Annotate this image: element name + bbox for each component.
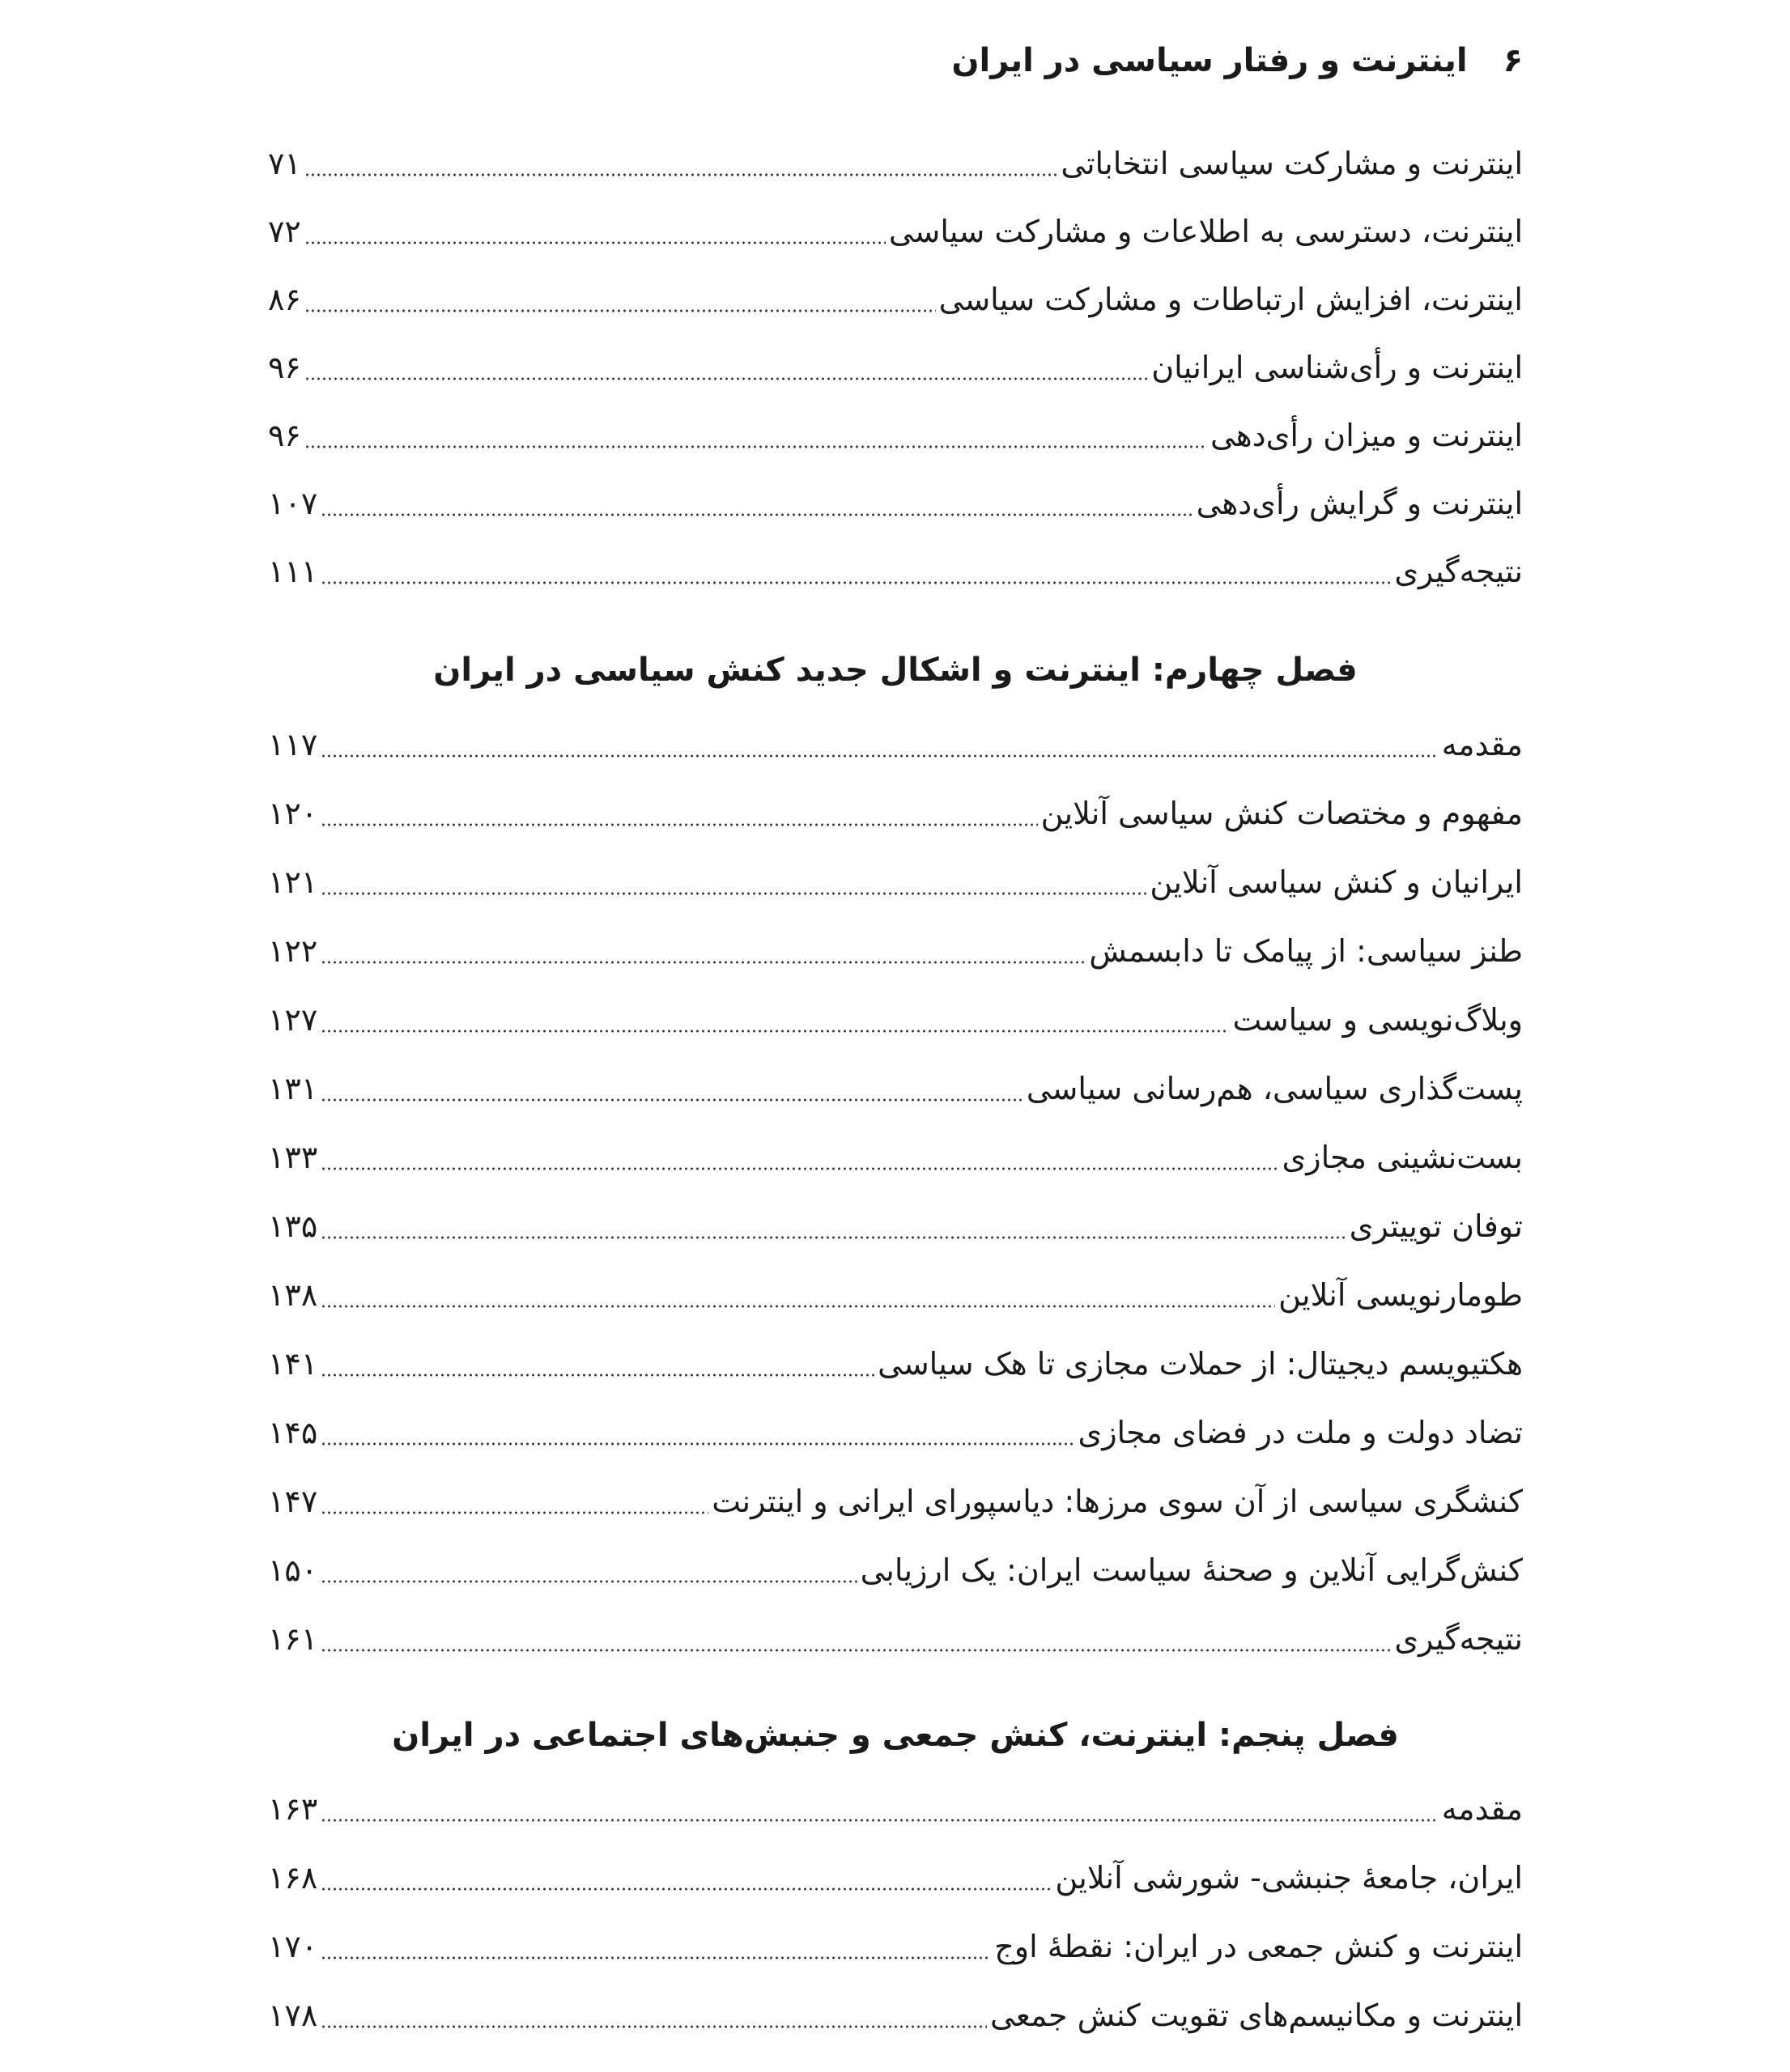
toc-entry (268, 1340, 1523, 1388)
toc-entry (268, 1477, 1523, 1526)
toc-entry-title: اینترنت و مکانیسم‌های تقویت کنش جمعی (990, 1998, 1523, 2033)
toc-entry-title: بست‌نشینی مجازی (1282, 1140, 1523, 1175)
toc-entry-title: کنش‌گرایی آنلاین و صحنهٔ سیاست ایران: یک ارزیابی (860, 1552, 1523, 1588)
toc-entry-title: نتیجه‌گیری (1394, 1621, 1523, 1657)
toc-entry-title: اینترنت و کنش جمعی در ایران: نقطهٔ اوج (994, 1929, 1523, 1964)
dot-leader (321, 1236, 1346, 1239)
toc-entry-page: ۸۶ (268, 282, 301, 317)
toc-entry (268, 547, 1523, 596)
dot-leader (321, 1167, 1278, 1170)
toc-entry-page: ۱۶۸ (268, 1860, 318, 1896)
toc-entry (268, 1202, 1523, 1250)
toc-entry-title: نتیجه‌گیری (1394, 554, 1523, 589)
toc-entry (268, 1991, 1523, 2040)
toc-entry (268, 1133, 1523, 1182)
toc-entry-page: ۱۴۱ (268, 1346, 318, 1382)
toc-entry-page: ۱۳۸ (268, 1277, 318, 1313)
chapter-heading: فصل چهارم: اینترنت و اشکال جدید کنش سیاسی در ایران (433, 652, 1358, 689)
toc-entry-title: طومارنویسی آنلاین (1278, 1277, 1523, 1313)
toc-entry (268, 927, 1523, 975)
dot-leader (321, 1819, 1439, 1822)
toc-entry-page: ۱۵۰ (268, 1552, 318, 1588)
dot-leader (321, 1956, 991, 1959)
toc-entry-title: اینترنت، افزایش ارتباطات و مشارکت سیاسی (938, 282, 1523, 317)
toc-entry-title: طنز سیاسی: از پیامک تا دابسمش (1089, 933, 1523, 969)
toc-entry (268, 207, 1523, 256)
toc-entry (268, 343, 1523, 392)
toc-entry (268, 858, 1523, 906)
dot-leader (304, 445, 1207, 448)
toc-entry-page: ۱۷۰ (268, 1929, 318, 1964)
toc-entry-page: ۱۲۲ (268, 933, 318, 969)
dot-leader (321, 1442, 1074, 1446)
dot-leader (304, 309, 936, 312)
toc-entry-title: ایرانیان و کنش سیاسی آنلاین (1150, 864, 1523, 900)
toc-entry (268, 139, 1523, 188)
toc-entry-title: پست‌گذاری سیاسی، هم‌رسانی سیاسی (1026, 1071, 1523, 1106)
dot-leader (321, 961, 1086, 964)
dot-leader (304, 377, 1148, 380)
dot-leader (304, 173, 1057, 176)
dot-leader (321, 754, 1439, 758)
toc-entry-title: اینترنت و رأی‌شناسی ایرانیان (1151, 350, 1523, 385)
toc-entry-title: وبلاگ‌نویسی و سیاست (1232, 1002, 1523, 1038)
toc-entry-page: ۱۳۳ (268, 1140, 318, 1175)
toc-entry (268, 1615, 1523, 1663)
dot-leader (321, 2025, 987, 2028)
toc-entry (268, 1853, 1523, 1902)
dot-leader (321, 513, 1193, 516)
toc-entry-title: مفهوم و مختصات کنش سیاسی آنلاین (1040, 796, 1523, 831)
page-number: ۶ (1503, 42, 1523, 79)
toc-entry-page: ۱۳۱ (268, 1071, 318, 1106)
toc-entry (268, 1785, 1523, 1833)
toc-entry (268, 996, 1523, 1044)
toc-entry (268, 1408, 1523, 1457)
toc-entry (268, 1271, 1523, 1319)
toc-entry-page: ۱۶۳ (268, 1791, 318, 1827)
chapter-heading: فصل پنجم: اینترنت، کنش جمعی و جنبش‌های اجتماعی در ایران (392, 1717, 1399, 1754)
toc-entry (268, 1064, 1523, 1113)
toc-entry-page: ۱۱۷ (268, 727, 318, 762)
toc-entry-title: هکتیویسم دیجیتال: از حملات مجازی تا هک سیاسی (878, 1346, 1523, 1382)
dot-leader (321, 1887, 1052, 1891)
toc-entry-page: ۱۳۵ (268, 1208, 318, 1244)
running-header (951, 32, 1523, 89)
toc-entry-page: ۷۲ (268, 214, 301, 249)
dot-leader (321, 1580, 857, 1583)
toc-entry-page: ۱۲۰ (268, 796, 318, 831)
dot-leader (321, 1098, 1023, 1102)
dot-leader (321, 1030, 1229, 1033)
toc-entry-title: ایران، جامعهٔ جنبشی- شورشی آنلاین (1055, 1860, 1523, 1896)
toc-entry-page: ۱۰۷ (268, 486, 318, 521)
dot-leader (321, 1649, 1391, 1652)
dot-leader (321, 581, 1391, 584)
dot-leader (321, 1511, 708, 1514)
toc-entry-page: ۱۴۷ (268, 1484, 318, 1519)
toc-entry (268, 411, 1523, 460)
dot-leader (304, 241, 886, 244)
toc-entry-title: اینترنت و مشارکت سیاسی انتخاباتی (1061, 146, 1523, 181)
toc-entry (268, 479, 1523, 528)
dot-leader (321, 1374, 874, 1377)
dot-leader (321, 1305, 1275, 1308)
toc-entry-title: اینترنت و میزان رأی‌دهی (1210, 418, 1523, 453)
dot-leader (321, 892, 1146, 895)
book-title: اینترنت و رفتار سیاسی در ایران (951, 42, 1468, 79)
toc-entry-page: ۹۶ (268, 418, 301, 453)
toc-entry (268, 720, 1523, 769)
toc-entry-page: ۷۱ (268, 146, 301, 181)
toc-entry (268, 1546, 1523, 1594)
toc-entry-page: ۱۴۵ (268, 1415, 318, 1450)
toc-entry-title: کنشگری سیاسی از آن سوی مرزها: دیاسپورای ایرانی و اینترنت (712, 1484, 1523, 1519)
toc-entry-title: تضاد دولت و ملت در فضای مجازی (1078, 1415, 1523, 1450)
toc-entry-title: مقدمه (1441, 1791, 1523, 1827)
toc-entry (268, 789, 1523, 838)
toc-entry-page: ۱۲۷ (268, 1002, 318, 1038)
toc-entry-page: ۱۱۱ (268, 554, 318, 589)
toc-entry-title: مقدمه (1441, 727, 1523, 762)
toc-entry-title: توفان توییتری (1349, 1208, 1523, 1244)
toc-entry (268, 1922, 1523, 1971)
toc-entry-page: ۱۶۱ (268, 1621, 318, 1657)
toc-entry-title: اینترنت، دسترسی به اطلاعات و مشارکت سیاسی (888, 214, 1523, 249)
toc-entry-page: ۹۶ (268, 350, 301, 385)
toc-entry-title: اینترنت و گرایش رأی‌دهی (1196, 486, 1523, 521)
dot-leader (321, 823, 1037, 826)
toc-entry-page: ۱۲۱ (268, 864, 318, 900)
toc-entry (268, 275, 1523, 324)
toc-entry-page: ۱۷۸ (268, 1998, 318, 2033)
